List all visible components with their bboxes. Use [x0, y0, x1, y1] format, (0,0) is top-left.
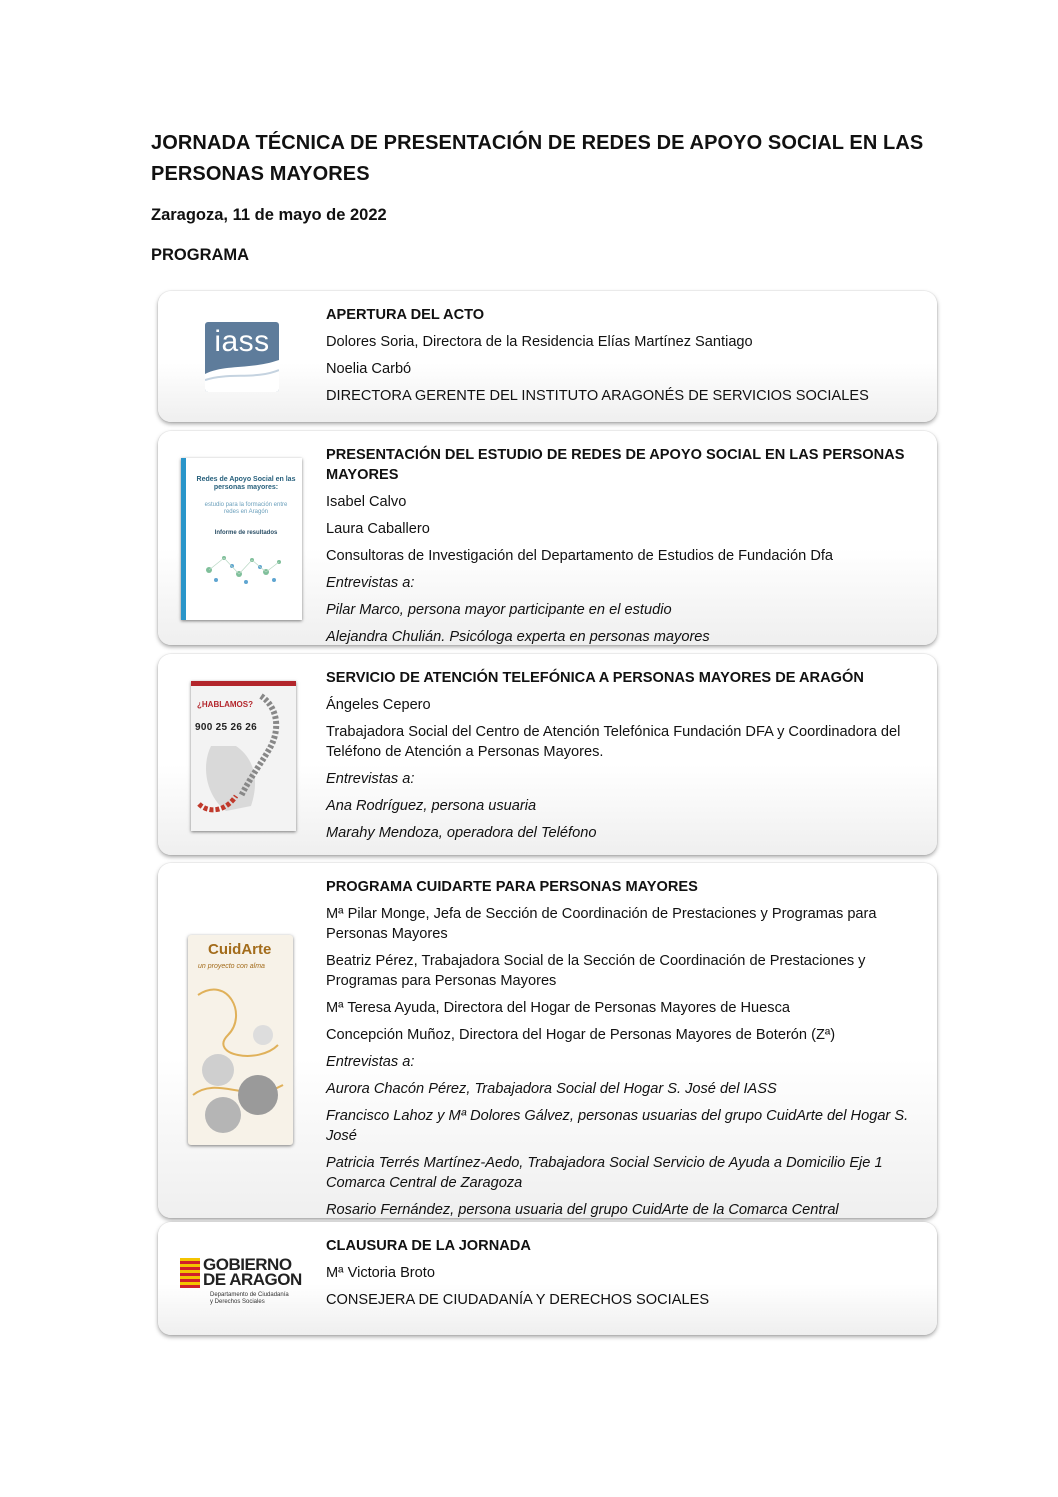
speaker-line: Laura Caballero: [326, 521, 430, 537]
interviews-label: Entrevistas a:: [326, 575, 415, 591]
interviewee: Rosario Fernández, persona usuaria del grupo CuidArte de la Comarca Central: [326, 1202, 839, 1218]
logo-text-line1: GOBIERNO: [203, 1255, 292, 1274]
cover-phone-number: 900 25 26 26: [195, 722, 257, 733]
section-apertura: [158, 291, 937, 422]
section-title: APERTURA DEL ACTO: [326, 307, 485, 323]
speaker-line: Isabel Calvo: [326, 494, 407, 510]
cuidarte-logo: CuidArte: [208, 941, 272, 958]
logo-department-line2: y Derechos Sociales: [210, 1299, 265, 1305]
speaker-line: Beatriz Pérez, Trabajadora Social de la Sección de Coordinación de Prestaciones y Programas para Personas Mayores: [326, 953, 866, 989]
aragon-flag-icon: [180, 1258, 200, 1288]
section-estudio: [158, 431, 937, 645]
section-content: [326, 1236, 929, 1317]
speaker-line: Mª Pilar Monge, Jefa de Sección de Coordinación de Prestaciones y Programas para Personas Mayores: [326, 906, 877, 942]
interviewee: Ana Rodríguez, persona usuaria: [326, 798, 537, 814]
speaker-role: Trabajadora Social del Centro de Atención Telefónica Fundación DFA y Coordinadora del Teléfono de Atención a Personas Mayores.: [326, 724, 901, 760]
section-title: PROGRAMA CUIDARTE PARA PERSONAS MAYORES: [326, 879, 698, 895]
logo-department-line1: Departamento de Ciudadanía: [210, 1292, 289, 1298]
study-report-cover: [181, 458, 302, 620]
speaker-line: Mª Victoria Broto: [326, 1265, 435, 1281]
iass-wave-icon: [205, 322, 279, 392]
interviewee: Patricia Terrés Martínez-Aedo, Trabajadora Social Servicio de Ayuda a Domicilio Eje 1 Comarca Central de Zaragoza: [326, 1155, 883, 1191]
speaker-line: Mª Teresa Ayuda, Directora del Hogar de Personas Mayores de Huesca: [326, 1000, 790, 1016]
section-clausura: [158, 1222, 937, 1335]
interviews-label: Entrevistas a:: [326, 771, 415, 787]
cuidarte-cover: [188, 935, 293, 1145]
section-cuidarte: [158, 863, 937, 1218]
logo-department: [210, 1292, 289, 1306]
section-content: [326, 877, 929, 1227]
speaker-line: Ángeles Cepero: [326, 697, 431, 713]
section-title: SERVICIO DE ATENCIÓN TELEFÓNICA A PERSONAS MAYORES DE ARAGÓN: [326, 670, 864, 686]
speaker-line: Dolores Soria, Directora de la Residencia Elías Martínez Santiago: [326, 334, 753, 350]
section-title: CLAUSURA DE LA JORNADA: [326, 1238, 531, 1254]
iass-logo: [205, 322, 279, 392]
section-content: [326, 305, 929, 413]
document-title: JORNADA TÉCNICA DE PRESENTACIÓN DE REDES DE APOYO SOCIAL EN LAS PERSONAS MAYORES: [151, 132, 924, 185]
interviewee: Marahy Mendoza, operadora del Teléfono: [326, 825, 597, 841]
interviewee: Alejandra Chulián. Psicóloga experta en personas mayores: [326, 629, 710, 645]
section-content: [326, 668, 929, 850]
event-date: Zaragoza, 11 de mayo de 2022: [151, 206, 387, 224]
phone-service-cover: [191, 681, 296, 831]
network-graphic-icon: [194, 540, 294, 600]
program-heading: PROGRAMA: [151, 246, 250, 264]
speaker-line: Concepción Muñoz, Directora del Hogar de Personas Mayores de Boterón (Zª): [326, 1027, 836, 1043]
cover-title: Redes de Apoyo Social en las personas mayores:: [196, 476, 296, 491]
cover-headline: ¿HABLAMOS?: [197, 700, 253, 709]
cover-label: Informe de resultados: [214, 530, 278, 536]
iass-logo-text: iass: [214, 325, 270, 358]
interviews-label: Entrevistas a:: [326, 1054, 415, 1070]
speaker-role: DIRECTORA GERENTE DEL INSTITUTO ARAGONÉS DE SERVICIOS SOCIALES: [326, 388, 869, 404]
gobierno-aragon-logo: [180, 1256, 310, 1314]
section-telefono: [158, 654, 937, 855]
speaker-line: Noelia Carbó: [326, 361, 412, 377]
cover-subtitle: estudio para la formación entre redes en Aragón: [204, 502, 288, 515]
section-content: [326, 445, 929, 654]
speaker-role: CONSEJERA DE CIUDADANÍA Y DERECHOS SOCIALES: [326, 1292, 710, 1308]
speaker-role: Consultoras de Investigación del Departamento de Estudios de Fundación Dfa: [326, 548, 834, 564]
elderly-photo-collage-icon: [188, 975, 293, 1145]
interviewee: Aurora Chacón Pérez, Trabajadora Social del Hogar S. José del IASS: [326, 1081, 777, 1097]
interviewee: Francisco Lahoz y Mª Dolores Gálvez, personas usuarias del grupo CuidArte del Hogar S. José: [326, 1108, 909, 1144]
section-title: PRESENTACIÓN DEL ESTUDIO DE REDES DE APOYO SOCIAL EN LAS PERSONAS MAYORES: [326, 447, 905, 483]
cuidarte-tagline: un proyecto con alma: [198, 963, 265, 970]
logo-text-line2: DE ARAGON: [203, 1270, 302, 1289]
interviewee: Pilar Marco, persona mayor participante en el estudio: [326, 602, 672, 618]
